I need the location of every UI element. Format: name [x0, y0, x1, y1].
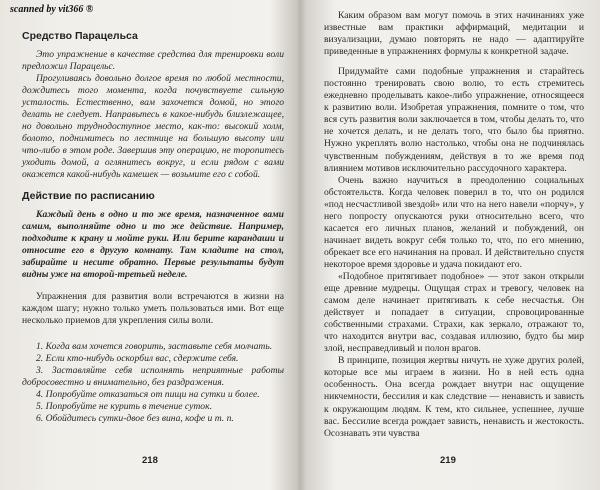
- paragraph: Прогуливаясь довольно долгое время по любой местности, дождитесь того момента, когда почувствуете сильную усталость. Естественно, вам захочется домой, но этого делать не следует. Направьтесь в какое-нибудь близлежащее, но довольно труднодоступное место, как-то: высокий холм, болото, поднимитесь по лестнице на большую высоту или что-либо в этом роде. Завершив эту операцию, не торопитесь уходить домой, а оглянитесь вокруг, и если рядом с вами окажется какой-нибудь камешек — возьмите его с собой.: [22, 73, 284, 181]
- paragraph: Придумайте сами подобные упражнения и старайтесь постоянно тренировать свою волю, то есть стремитесь ежедневно проделывать какое-либо упражнение, относящееся к развитию воли. Изобретая упражнения, помните о том, что вся суть развития воли заключается в том, чтобы делать то, что не хочется делать, и не делать того, что было бы приятно. Нужно укреплять волю настолько, чтобы она не подчинялась чувственным побуждениям, действуя в то же время под влиянием мотивов исключительно рассудочного характера.: [324, 66, 584, 174]
- list-item: 2. Если кто-нибудь оскорбил вас, сдержите себя.: [36, 352, 239, 364]
- list-item: 4. Попробуйте отказаться от пищи на сутки и более.: [36, 389, 260, 401]
- paragraph: [324, 271, 584, 355]
- left-page-text: [22, 30, 284, 425]
- paragraph: Это упражнение в качестве средства для тренировки воли предложил Парацельс.: [22, 49, 284, 73]
- scan-watermark: scanned by vit366 ®: [10, 4, 94, 15]
- heading-paracelsus: Средство Парацельса: [22, 30, 138, 42]
- heading-schedule: Действие по расписанию: [22, 189, 155, 202]
- paragraph: Каким образом вам могут помочь в этих начинаниях уже известные вам практики аффирмаций, медитации и визуализации, думаю повторять не надо — адаптируйте приведенные в упражнениях формулы к конкретной задаче.: [324, 10, 584, 58]
- list-item: 3. Заставляйте себя исполнять неприятные работы добросовестно и внимательно, без раздражения.: [22, 365, 284, 389]
- page-number: 219: [440, 455, 456, 466]
- left-page: [0, 0, 298, 490]
- list-item: 1. Когда вам хочется говорить, заставьте себя молчать.: [36, 340, 273, 352]
- paragraph: Упражнения для развития воли встречаются в жизни на каждом шагу; нужно только уметь пользоваться ими. Вот еще несколько приемов для укрепления силы воли.: [22, 290, 284, 326]
- right-page-text: [324, 10, 584, 440]
- paragraph: Каждый день в одно и то же время, назначенное вами самим, выполняйте одно и то же действие. Например, подходите к крану и мойте руки. Или берите карандаши и относите его в другую комнату. Там кладите на стол, забирайте и несите обратно. Первые результаты будут видны уже на второй-третьей неделе.: [22, 208, 284, 280]
- right-page: [302, 0, 600, 490]
- list-item: 6. Обойдитесь сутки-двое без вина, кофе и т. п.: [36, 413, 234, 425]
- quote: «Подобное притягивает подобное»: [338, 270, 485, 282]
- page-number: 218: [142, 455, 158, 466]
- paragraph: В принципе, позиция жертвы ничуть не хуже других ролей, которые все мы играем в жизни. Но в ней есть одна особенность. Она всегда рождает внутри нас ощущение никчемности, бессилия и как следствие — ненависть и зависть к окружающим людям. К тем, кто сильнее, успешнее, лучше вас. Бессилие всегда рождает зависть, ненависть и жестокость. Осознавать эти чувства: [324, 355, 584, 439]
- willpower-list: [22, 341, 284, 425]
- list-item: 5. Попробуйте не курить в течение суток.: [36, 401, 212, 413]
- paragraph: Очень важно научиться в преодолению социальных обстоятельств. Когда человек поверил в то, что он родился «под несчастливой звездой» или что на него навели «порчу», у него попросту опускаются руки относительно всего, что касается его личных планов, желаний и побуждений, он начинает видеть вокруг себя только то, что, по его мнению, обрекает все его начинания на провал. И действительно спустя некоторое время здоровье и удача покидают его.: [324, 174, 584, 270]
- paragraph-rest: — этот закон открыли еще древние мудрецы. Ощущая страх и тревогу, человек на самом деле начинает притягивать к себе несчастья. Он действует и попадает в ситуации, спровоцированные собственными страхами. Страхи, как зеркало, отражают то, что находится внутри вас, создавая иллюзию, будто бы мир злой, несправедливый и полон врагов.: [324, 270, 585, 355]
